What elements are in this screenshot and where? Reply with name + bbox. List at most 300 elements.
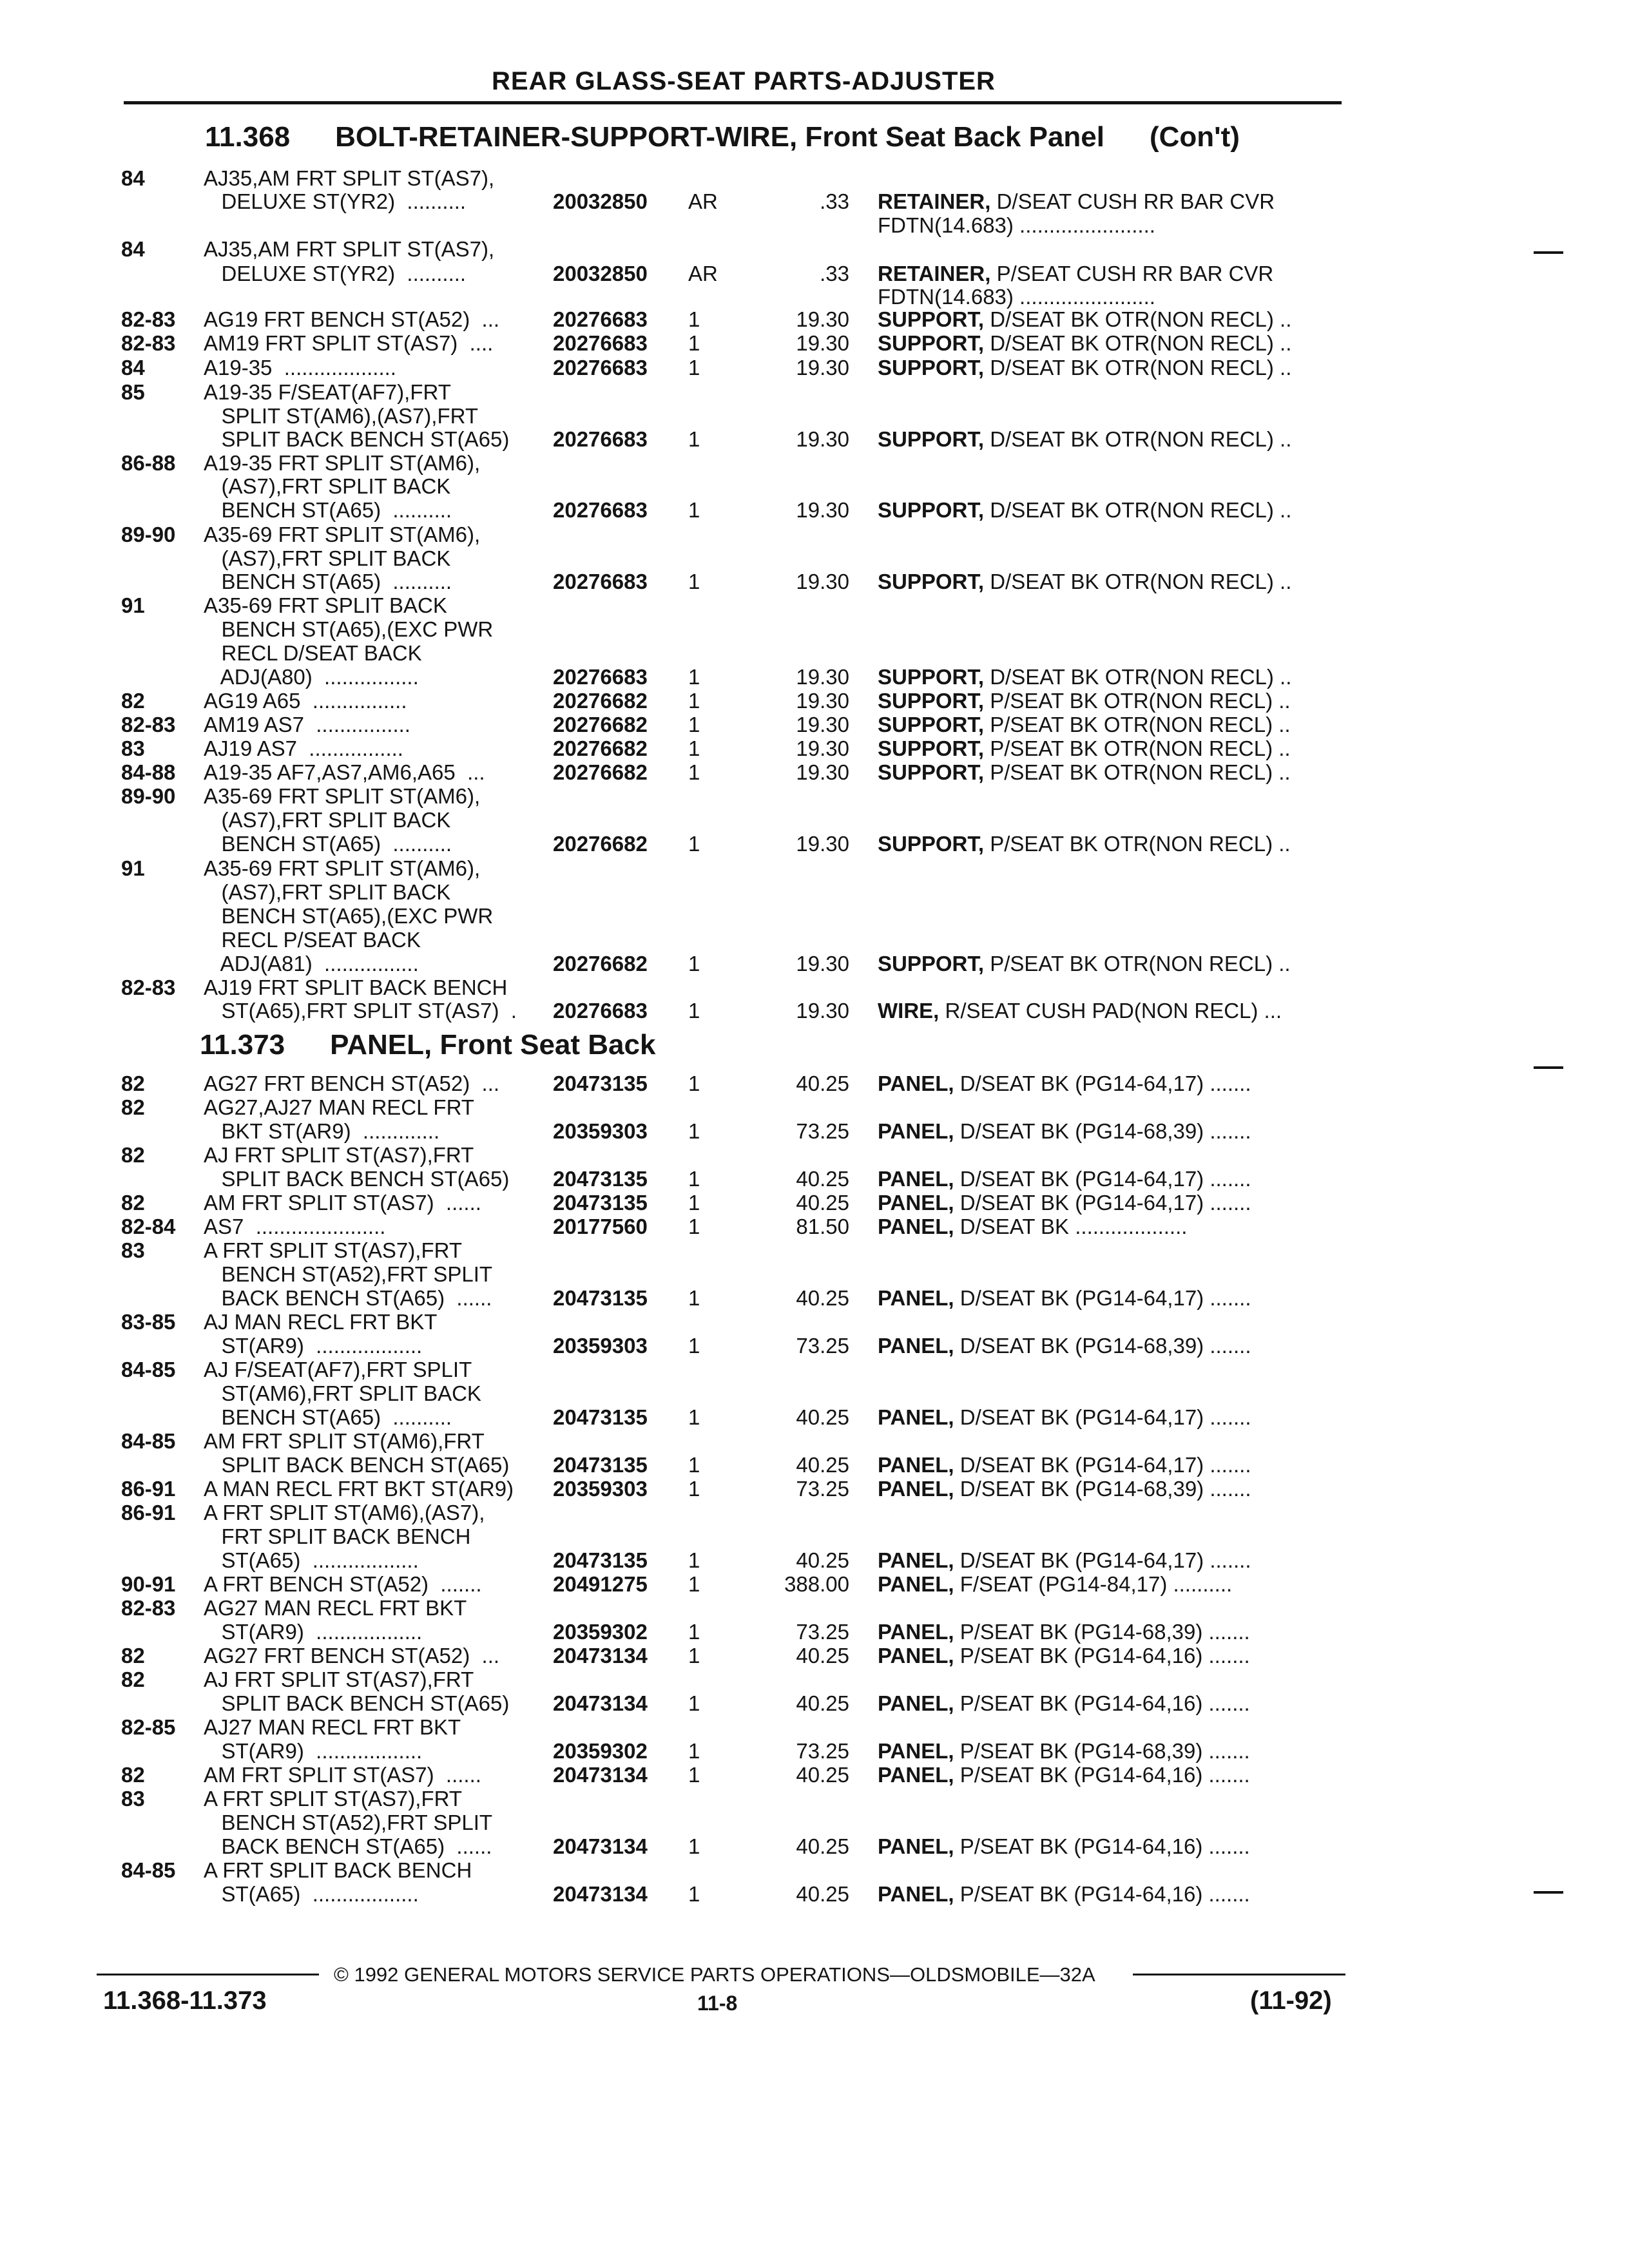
item-part-description — [878, 832, 1291, 856]
item-part-description — [878, 1620, 1250, 1644]
item-part-type: RETAINER, — [878, 262, 991, 285]
list-item — [0, 523, 1629, 546]
list-item — [0, 1524, 1629, 1548]
item-part-type: PANEL, — [878, 1644, 954, 1667]
list-item — [0, 1501, 1629, 1524]
item-desc: A19-35 ................... — [204, 356, 396, 380]
list-item — [0, 1787, 1629, 1811]
list-item — [0, 1215, 1629, 1238]
item-price: 40.25 — [796, 1834, 849, 1858]
item-pn: 20276682 — [553, 952, 648, 975]
item-desc: BENCH ST(A65) .......... — [204, 1405, 452, 1429]
list-item — [0, 546, 1629, 570]
item-price: .33 — [820, 262, 849, 285]
item-part-type: SUPPORT, — [878, 832, 985, 856]
list-item — [0, 189, 1629, 213]
item-part-detail: D/SEAT BK ................... — [954, 1215, 1188, 1238]
item-part-description — [878, 570, 1291, 593]
section-title-11-368 — [205, 121, 1240, 153]
list-item — [0, 1238, 1629, 1262]
item-desc: AJ FRT SPLIT ST(AS7),FRT — [204, 1667, 474, 1691]
item-desc: ST(A65),FRT SPLIT ST(AS7) . — [204, 999, 517, 1023]
list-item — [0, 1167, 1629, 1191]
item-part-detail: P/SEAT BK (PG14-64,16) ....... — [954, 1882, 1250, 1906]
list-item — [0, 1811, 1629, 1834]
item-desc: BENCH ST(A65) .......... — [204, 832, 452, 856]
item-pn: 20359302 — [553, 1620, 648, 1644]
item-part-detail: D/SEAT BK (PG14-64,17) ....... — [954, 1548, 1251, 1572]
item-qty: 1 — [688, 1334, 700, 1358]
item-part-type: PANEL, — [878, 1620, 954, 1644]
item-desc: RECL P/SEAT BACK — [204, 928, 421, 952]
item-desc: A35-69 FRT SPLIT ST(AM6), — [204, 523, 481, 546]
list-item — [0, 1882, 1629, 1906]
item-desc: AJ19 FRT SPLIT BACK BENCH — [204, 975, 508, 999]
item-part-description — [878, 213, 1155, 237]
item-part-detail: P/SEAT BK (PG14-68,39) ....... — [954, 1620, 1250, 1644]
item-pn: 20473134 — [553, 1882, 648, 1906]
item-part-description — [878, 356, 1291, 380]
item-desc: AJ19 AS7 ................ — [204, 736, 403, 760]
item-price: 73.25 — [796, 1739, 849, 1763]
item-price: 40.25 — [796, 1882, 849, 1906]
item-desc: A19-35 FRT SPLIT ST(AM6), — [204, 451, 481, 475]
footer-date-code: (11-92) — [1250, 1986, 1332, 2015]
item-part-detail: P/SEAT BK OTR(NON RECL) .. — [984, 689, 1291, 713]
list-item — [0, 380, 1629, 404]
item-pn: 20276682 — [553, 736, 648, 760]
item-qty: 1 — [688, 1191, 700, 1215]
item-desc: AG27 FRT BENCH ST(A52) ... — [204, 1072, 500, 1095]
item-pn: 20359302 — [553, 1739, 648, 1763]
item-yr: 84-85 — [121, 1858, 176, 1882]
item-part-type: PANEL, — [878, 1477, 954, 1501]
item-part-description — [878, 262, 1273, 285]
item-pn: 20359303 — [553, 1119, 648, 1143]
list-item — [0, 1667, 1629, 1691]
item-part-description — [878, 1215, 1187, 1238]
item-pn: 20473134 — [553, 1644, 648, 1667]
item-desc: A FRT SPLIT ST(AM6),(AS7), — [204, 1501, 485, 1524]
item-desc: AM FRT SPLIT ST(AS7) ...... — [204, 1763, 481, 1787]
item-desc: ADJ(A81) ................ — [204, 952, 419, 975]
list-item — [0, 1858, 1629, 1882]
item-part-detail: D/SEAT BK (PG14-64,17) ....... — [954, 1072, 1251, 1095]
section-number: 11.373 — [200, 1029, 285, 1061]
list-item — [0, 1453, 1629, 1477]
item-pn: 20473134 — [553, 1691, 648, 1715]
item-pn: 20276682 — [553, 832, 648, 856]
item-desc: AG27 FRT BENCH ST(A52) ... — [204, 1644, 500, 1667]
item-desc: BENCH ST(A52),FRT SPLIT — [204, 1262, 493, 1286]
item-part-description — [878, 1191, 1251, 1215]
item-price: 19.30 — [796, 570, 849, 593]
list-item — [0, 404, 1629, 428]
list-item — [0, 356, 1629, 380]
list-item — [0, 975, 1629, 999]
item-part-type: PANEL, — [878, 1215, 954, 1238]
item-part-detail: D/SEAT BK (PG14-64,17) ....... — [954, 1167, 1251, 1191]
item-part-description — [878, 1739, 1250, 1763]
item-price: 40.25 — [796, 1286, 849, 1310]
list-item — [0, 213, 1629, 237]
item-desc: SPLIT BACK BENCH ST(A65) — [204, 1167, 510, 1191]
item-pn: 20473135 — [553, 1548, 648, 1572]
item-desc: A FRT SPLIT ST(AS7),FRT — [204, 1238, 462, 1262]
item-yr: 84 — [121, 166, 145, 190]
list-item — [0, 904, 1629, 928]
item-qty: 1 — [688, 1644, 700, 1667]
item-pn: 20276683 — [553, 570, 648, 593]
item-pn: 20276682 — [553, 689, 648, 713]
list-item — [0, 808, 1629, 832]
item-desc: SPLIT ST(AM6),(AS7),FRT — [204, 404, 479, 428]
item-desc: BENCH ST(A65) .......... — [204, 498, 452, 522]
item-price: 19.30 — [796, 331, 849, 355]
item-yr: 90-91 — [121, 1572, 176, 1596]
list-item — [0, 1572, 1629, 1596]
item-part-type: SUPPORT, — [878, 952, 985, 975]
item-part-detail: D/SEAT BK (PG14-68,39) ....... — [954, 1119, 1251, 1143]
list-item — [0, 617, 1629, 641]
list-item — [0, 1072, 1629, 1095]
item-part-type: PANEL, — [878, 1453, 954, 1477]
item-part-description — [878, 1644, 1250, 1667]
item-yr: 86-91 — [121, 1501, 176, 1524]
item-part-type: PANEL, — [878, 1334, 954, 1358]
item-desc: DELUXE ST(YR2) .......... — [204, 262, 467, 285]
item-yr: 82 — [121, 1644, 145, 1667]
item-qty: 1 — [688, 736, 700, 760]
item-part-description — [878, 665, 1291, 689]
item-yr: 82-84 — [121, 1215, 176, 1238]
item-price: 19.30 — [796, 760, 849, 784]
item-pn: 20473134 — [553, 1763, 648, 1787]
item-price: 19.30 — [796, 498, 849, 522]
item-qty: 1 — [688, 1477, 700, 1501]
item-qty: 1 — [688, 1453, 700, 1477]
item-part-type: SUPPORT, — [878, 760, 985, 784]
item-qty: 1 — [688, 665, 700, 689]
item-pn: 20473134 — [553, 1834, 648, 1858]
list-item — [0, 1405, 1629, 1429]
item-part-detail: D/SEAT BK (PG14-64,17) ....... — [954, 1286, 1251, 1310]
item-part-detail: D/SEAT BK (PG14-64,17) ....... — [954, 1453, 1251, 1477]
item-desc: AJ27 MAN RECL FRT BKT — [204, 1715, 461, 1739]
list-item — [0, 832, 1629, 856]
item-part-description — [878, 713, 1291, 736]
list-item — [0, 665, 1629, 689]
item-part-type: PANEL, — [878, 1882, 954, 1906]
item-yr: 82 — [121, 1072, 145, 1095]
item-desc: (AS7),FRT SPLIT BACK — [204, 808, 451, 832]
item-desc: BKT ST(AR9) ............. — [204, 1119, 440, 1143]
list-item — [0, 331, 1629, 355]
item-pn: 20473135 — [553, 1405, 648, 1429]
footer-rule-left — [97, 1974, 319, 1975]
item-pn: 20177560 — [553, 1215, 648, 1238]
item-yr: 82 — [121, 1095, 145, 1119]
item-part-detail: P/SEAT BK OTR(NON RECL) .. — [984, 760, 1291, 784]
item-pn: 20032850 — [553, 189, 648, 213]
item-qty: 1 — [688, 1119, 700, 1143]
list-item — [0, 736, 1629, 760]
item-part-type: WIRE, — [878, 999, 940, 1023]
item-part-detail: D/SEAT BK (PG14-64,17) ....... — [954, 1405, 1251, 1429]
item-part-type: PANEL, — [878, 1119, 954, 1143]
list-item — [0, 1715, 1629, 1739]
item-desc: BENCH ST(A65),(EXC PWR — [204, 904, 494, 928]
item-part-type: PANEL, — [878, 1286, 954, 1310]
item-price: 40.25 — [796, 1691, 849, 1715]
item-yr: 82-83 — [121, 975, 176, 999]
item-pn: 20491275 — [553, 1572, 648, 1596]
item-qty: 1 — [688, 1620, 700, 1644]
item-desc: A MAN RECL FRT BKT ST(AR9) — [204, 1477, 514, 1501]
item-yr: 89-90 — [121, 784, 176, 808]
list-item — [0, 237, 1629, 261]
margin-mark — [1534, 1066, 1563, 1069]
item-qty: 1 — [688, 1215, 700, 1238]
item-desc: (AS7),FRT SPLIT BACK — [204, 546, 451, 570]
item-qty: 1 — [688, 760, 700, 784]
item-desc: SPLIT BACK BENCH ST(A65) — [204, 1453, 510, 1477]
list-item — [0, 570, 1629, 593]
item-part-description — [878, 189, 1275, 213]
item-desc: A35-69 FRT SPLIT BACK — [204, 593, 447, 617]
item-part-detail: D/SEAT CUSH RR BAR CVR — [990, 189, 1275, 213]
item-pn: 20276683 — [553, 331, 648, 355]
list-item — [0, 760, 1629, 784]
item-part-detail: P/SEAT BK (PG14-64,16) ....... — [954, 1763, 1250, 1787]
item-part-description — [878, 307, 1291, 331]
item-yr: 82-83 — [121, 713, 176, 736]
item-part-type: PANEL, — [878, 1191, 954, 1215]
item-desc: AJ35,AM FRT SPLIT ST(AS7), — [204, 237, 495, 261]
item-part-type: PANEL, — [878, 1834, 954, 1858]
list-item — [0, 1262, 1629, 1286]
item-part-detail: D/SEAT BK OTR(NON RECL) .. — [984, 331, 1292, 355]
item-desc: AG19 A65 ................ — [204, 689, 407, 713]
item-part-detail: P/SEAT BK OTR(NON RECL) .. — [984, 713, 1291, 736]
item-price: 388.00 — [784, 1572, 849, 1596]
item-part-type: SUPPORT, — [878, 307, 985, 331]
item-yr: 83 — [121, 1787, 145, 1811]
item-desc: BACK BENCH ST(A65) ...... — [204, 1834, 492, 1858]
item-part-detail: P/SEAT BK OTR(NON RECL) .. — [984, 736, 1291, 760]
item-part-type: PANEL, — [878, 1739, 954, 1763]
item-part-type: SUPPORT, — [878, 689, 985, 713]
item-yr: 82-83 — [121, 331, 176, 355]
item-part-description — [878, 1763, 1250, 1787]
item-part-description — [878, 1572, 1232, 1596]
item-part-detail: D/SEAT BK OTR(NON RECL) .. — [984, 427, 1292, 451]
list-item — [0, 1310, 1629, 1334]
item-price: 40.25 — [796, 1405, 849, 1429]
item-desc: AG19 FRT BENCH ST(A52) ... — [204, 307, 500, 331]
item-pn: 20276683 — [553, 356, 648, 380]
item-pn: 20276683 — [553, 665, 648, 689]
item-yr: 91 — [121, 856, 145, 880]
item-desc: AJ FRT SPLIT ST(AS7),FRT — [204, 1143, 474, 1167]
list-item — [0, 1739, 1629, 1763]
item-desc: (AS7),FRT SPLIT BACK — [204, 474, 451, 498]
list-item — [0, 1691, 1629, 1715]
item-part-type: PANEL, — [878, 1691, 954, 1715]
item-part-description — [878, 1119, 1251, 1143]
item-part-description — [878, 498, 1291, 522]
item-price: 19.30 — [796, 999, 849, 1023]
item-part-detail: D/SEAT BK OTR(NON RECL) .. — [984, 498, 1292, 522]
item-pn: 20032850 — [553, 262, 648, 285]
item-desc: AG27 MAN RECL FRT BKT — [204, 1596, 467, 1620]
item-qty: 1 — [688, 689, 700, 713]
item-part-detail: D/SEAT BK OTR(NON RECL) .. — [984, 307, 1292, 331]
item-part-detail: R/SEAT CUSH PAD(NON RECL) ... — [939, 999, 1282, 1023]
item-part-type: SUPPORT, — [878, 356, 985, 380]
item-pn: 20276683 — [553, 307, 648, 331]
item-pn: 20359303 — [553, 1477, 648, 1501]
item-desc: AJ MAN RECL FRT BKT — [204, 1310, 438, 1334]
item-yr: 83-85 — [121, 1310, 176, 1334]
section-heading: PANEL, Front Seat Back — [330, 1029, 656, 1061]
item-qty: 1 — [688, 1834, 700, 1858]
item-yr: 86-91 — [121, 1477, 176, 1501]
item-part-detail: P/SEAT BK (PG14-64,16) ....... — [954, 1691, 1250, 1715]
item-part-type: PANEL, — [878, 1548, 954, 1572]
item-pn: 20473135 — [553, 1167, 648, 1191]
item-desc: A19-35 F/SEAT(AF7),FRT — [204, 380, 451, 404]
item-part-detail: FDTN(14.683) ....................... — [878, 285, 1155, 309]
item-qty: 1 — [688, 307, 700, 331]
item-part-detail: F/SEAT (PG14-84,17) .......... — [954, 1572, 1233, 1596]
item-yr: 85 — [121, 380, 145, 404]
item-qty: AR — [688, 262, 718, 285]
item-qty: AR — [688, 189, 718, 213]
item-price: 19.30 — [796, 832, 849, 856]
item-qty: 1 — [688, 832, 700, 856]
item-qty: 1 — [688, 356, 700, 380]
item-yr: 82 — [121, 1763, 145, 1787]
item-desc: ST(A65) .................. — [204, 1882, 419, 1906]
list-item — [0, 1358, 1629, 1381]
list-item — [0, 1596, 1629, 1620]
item-part-type: PANEL, — [878, 1072, 954, 1095]
item-desc: SPLIT BACK BENCH ST(A65) — [204, 1691, 510, 1715]
item-yr: 82-83 — [121, 1596, 176, 1620]
list-item — [0, 1334, 1629, 1358]
item-qty: 1 — [688, 1286, 700, 1310]
item-qty: 1 — [688, 498, 700, 522]
item-price: 19.30 — [796, 713, 849, 736]
item-price: 73.25 — [796, 1620, 849, 1644]
item-qty: 1 — [688, 999, 700, 1023]
item-qty: 1 — [688, 1405, 700, 1429]
item-qty: 1 — [688, 1882, 700, 1906]
item-desc: A FRT SPLIT ST(AS7),FRT — [204, 1787, 462, 1811]
item-part-type: SUPPORT, — [878, 665, 985, 689]
item-yr: 84 — [121, 356, 145, 380]
item-price: 19.30 — [796, 427, 849, 451]
item-desc: ST(A65) .................. — [204, 1548, 419, 1572]
item-qty: 1 — [688, 713, 700, 736]
item-price: 19.30 — [796, 356, 849, 380]
item-part-detail: D/SEAT BK (PG14-68,39) ....... — [954, 1334, 1251, 1358]
item-price: 19.30 — [796, 689, 849, 713]
item-pn: 20276682 — [553, 713, 648, 736]
footer-section-range: 11.368-11.373 — [103, 1986, 267, 2015]
section-number: 11.368 — [205, 121, 291, 153]
item-part-description — [878, 1334, 1251, 1358]
item-part-type: PANEL, — [878, 1167, 954, 1191]
list-item — [0, 1381, 1629, 1405]
item-desc: BENCH ST(A65),(EXC PWR — [204, 617, 494, 641]
item-part-description — [878, 952, 1291, 975]
list-item — [0, 474, 1629, 498]
footer-page-number: 11-8 — [697, 1992, 738, 2015]
list-item — [0, 285, 1629, 309]
item-desc: ST(AR9) .................. — [204, 1620, 423, 1644]
item-part-type: SUPPORT, — [878, 736, 985, 760]
item-part-type: SUPPORT, — [878, 427, 985, 451]
list-item — [0, 641, 1629, 665]
item-part-description — [878, 1548, 1251, 1572]
item-part-detail: D/SEAT BK OTR(NON RECL) .. — [984, 356, 1292, 380]
item-pn: 20276683 — [553, 498, 648, 522]
item-desc: AG27,AJ27 MAN RECL FRT — [204, 1095, 474, 1119]
item-yr: 82-83 — [121, 307, 176, 331]
item-desc: A35-69 FRT SPLIT ST(AM6), — [204, 856, 481, 880]
item-desc: ST(AR9) .................. — [204, 1334, 423, 1358]
item-desc: A19-35 AF7,AS7,AM6,A65 ... — [204, 760, 485, 784]
header-rule — [124, 101, 1342, 104]
list-item — [0, 427, 1629, 451]
item-desc: ST(AM6),FRT SPLIT BACK — [204, 1381, 481, 1405]
item-price: 73.25 — [796, 1119, 849, 1143]
item-price: 40.25 — [796, 1763, 849, 1787]
item-part-description — [878, 1691, 1250, 1715]
item-part-detail: P/SEAT BK (PG14-64,16) ....... — [954, 1644, 1250, 1667]
item-qty: 1 — [688, 1072, 700, 1095]
item-part-description — [878, 427, 1291, 451]
item-yr: 84-85 — [121, 1429, 176, 1453]
item-pn: 20473135 — [553, 1453, 648, 1477]
footer-rule-right — [1133, 1974, 1345, 1975]
list-item — [0, 880, 1629, 904]
item-yr: 91 — [121, 593, 145, 617]
item-qty: 1 — [688, 1572, 700, 1596]
item-qty: 1 — [688, 1167, 700, 1191]
item-yr: 82 — [121, 689, 145, 713]
margin-mark — [1534, 251, 1563, 254]
item-part-description — [878, 689, 1291, 713]
item-price: 19.30 — [796, 736, 849, 760]
item-price: 40.25 — [796, 1453, 849, 1477]
item-yr: 89-90 — [121, 523, 176, 546]
item-desc: AJ F/SEAT(AF7),FRT SPLIT — [204, 1358, 472, 1381]
item-desc: DELUXE ST(YR2) .......... — [204, 189, 467, 213]
list-item — [0, 1191, 1629, 1215]
item-part-detail: P/SEAT BK (PG14-64,16) ....... — [954, 1834, 1250, 1858]
margin-mark — [1534, 1891, 1563, 1894]
list-item — [0, 1143, 1629, 1167]
item-pn: 20473135 — [553, 1072, 648, 1095]
item-part-detail: P/SEAT BK OTR(NON RECL) .. — [984, 952, 1291, 975]
item-desc: AM FRT SPLIT ST(AM6),FRT — [204, 1429, 485, 1453]
item-pn: 20473135 — [553, 1286, 648, 1310]
list-item — [0, 1286, 1629, 1310]
item-desc: A35-69 FRT SPLIT ST(AM6), — [204, 784, 481, 808]
